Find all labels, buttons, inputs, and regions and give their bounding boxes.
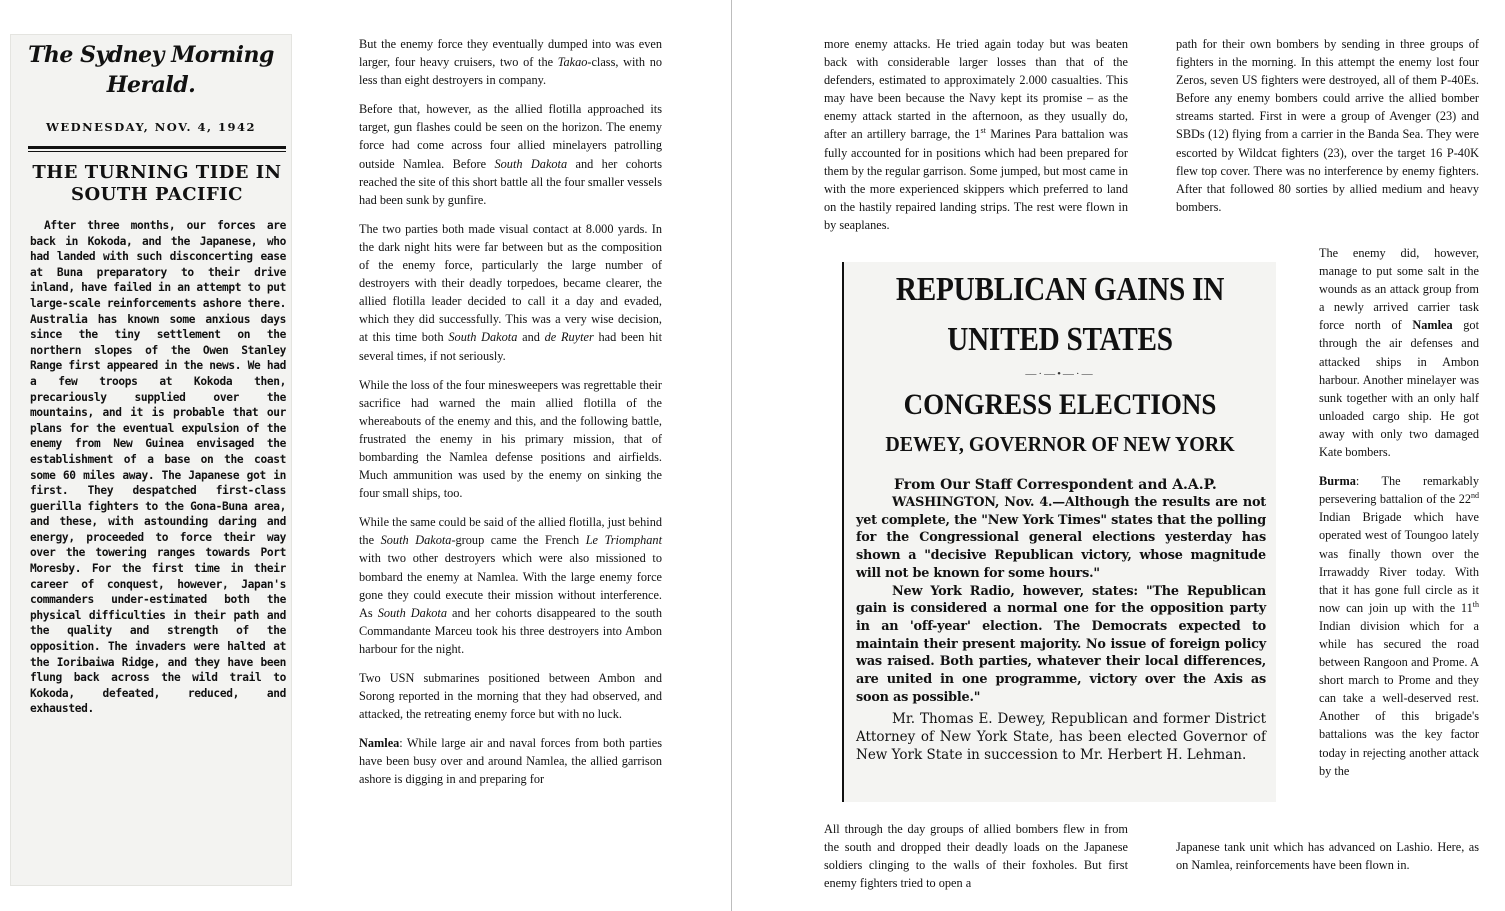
clipping-paragraph: WASHINGTON, Nov. 4.—Although the results are not yet complete, the "New York Times" states that the polling for the Congressional general elections yesterday has shown a "decisive Republican victory, whose magnitude will not be known for some hours." [856,495,1266,581]
paragraph: But the enemy force they eventually dumped into was even larger, four heavy cruisers, two of the Takao-class, with no less than eight destroyers in company. [359,37,662,88]
headline-separator: —·—•—·— [1025,368,1095,380]
paragraph: The two parties both made visual contact at 8.000 yards. In the dark night hits were far between but as the composition of the enemy force, particularly the large number of destroyers with their deadly torpedoes, became clearer, the allied flotilla leader decided to call it a day and evaded, which they did successfully. This was a very wise decision, at this time both South Dakota and de Ruyter had been hit several times, if not seriously. [359,221,662,363]
dateline: WEDNESDAY, NOV. 4, 1942 [45,120,257,134]
clipping-byline: From Our Staff Correspondent and A.A.P. [894,477,1217,493]
paragraph: While the same could be said of the allied flotilla, just behind the South Dakota-group came the French Le Triomphant with two other destroyers which were also missioned to bombard the enemy at Namlea. With the large enemy force gone they could execute their mission without interference. As South Dakota and her cohorts disappeared to the south Commandante Marceu took his three destroyers into Ambon harbour for the night. [359,515,662,656]
paragraph: Namlea: While large air and naval forces from both parties have been busy over and around Namlea, the allied garrison ashore is digging in and preparing for [359,736,662,787]
paragraph: Japanese tank unit which has advanced on Lashio. Here, as on Namlea, reinforcements have been flown in. [1176,840,1479,873]
clipping-headline-4: DEWEY, GOVERNOR OF NEW YORK [885,432,1235,456]
paragraph: Two USN submarines positioned between Ambon and Sorong reported in the morning that they had observed, and attacked, the retreating enemy force but with no luck. [359,671,662,722]
clipping-headline-1: REPUBLICAN GAINS IN [895,271,1225,308]
body-column-2 [824,35,1128,234]
page-divider [731,0,732,911]
masthead: The Sydney Morning Herald. [28,42,274,98]
paragraph: While the loss of the four minesweepers was regrettable their sacrifice had warned the main allied flotilla of the whereabouts of the enemy and this, and the following battle, frustrated the enemy in his primary mission, that of bombarding the Namlea defense positions and airfields. Much ammunition was used by the enemy on sinking the four small ships, too. [359,377,662,501]
clipping-paragraph: Mr. Thomas E. Dewey, Republican and former District Attorney of New York State, has been elected Governor of New York State in succession to Mr. Herbert H. Lehman. [856,711,1266,764]
newspaper-clipping-smh [10,34,292,886]
clipping-headline-3: CONGRESS ELECTIONS [903,388,1217,421]
clipping-headline: THE TURNING TIDE IN SOUTH PACIFIC [32,162,282,205]
body-column-3-narrow [1319,244,1479,780]
clipping-paragraph: New York Radio, however, states: "The Republican gain is considered a normal one for the opposition party in an 'off-year' election. The Democrats expected to maintain their present majority. No issue of foreign policy was raised. Both parties, whatever their local differences, are united in one programme, victory over the Axis as soon as possible." [856,583,1266,705]
paragraph: The enemy did, however, manage to put some salt in the wounds as an attack group from a newly arrived carrier task force north of Namlea got through the air defenses and attacked ships in Ambon harbour. Another minelayer was sunk together with an only half unloaded cargo ship. He got away with only two damaged Kate bombers. [1319,246,1479,460]
body-column-1 [359,35,662,789]
newspaper-clipping-republican [842,262,1276,802]
body-column-3 [1176,35,1479,216]
masthead-rule [28,146,286,152]
paragraph: Before that, however, as the allied flotilla approached its target, gun flashes could be seen on the horizon. The enemy force had come across four allied minelayers patrolling outside Namlea. Before South Dakota and her cohorts reached the site of this short battle all the four smaller vessels had been sunk by gunfire. [359,102,662,207]
clipping-article: After three months, our forces are back in Kokoda, and the Japanese, who had landed with such disconcerting ease at Buna preparatory to their drive inland, have failed in an attempt to put large-scale reinforcements ashore there. Australia has known some anxious days since the tiny settlement on the northern slopes of the Owen Stanley Range first appeared in the news. We had a few troops at Kokoda then, precariously supplied over the mountains, and it is probable that our plans for the eventual expulsion of the enemy from New Guinea envisaged the establishment of a base on the coast some 60 miles away. The Japanese got in first. They despatched first-class guerilla fighters to the Gona-Buna area, and these, with astounding daring and energy, proceeded to force their way over the towering ranges towards Port Moresby. For the first time in their career of conquest, however, Japan's commanders under-estimated both the physical difficulties in their path and the quality and strength of the opposition. The invaders were halted at the Ioribaiwa Ridge, and they have been flung back across the wild trail to Kokoda, defeated, reduced, and exhausted. [30,219,286,716]
paragraph: path for their own bombers by sending in three groups of fighters in the morning. In this attempt the enemy lost four Zeros, seven US fighters were destroyed, all of them P-40Es. Before any enemy bombers could arrive the allied bomber streams started. First in were a group of Avenger (23) and SBDs (12) flying from a carrier in the Banda Sea. They were escorted by Wildcat fighters (23), over the target 16 P-40K flew top cover. There was no interference by enemy fighters. After that followed 80 sorties by allied medium and heavy bombers. [1176,37,1479,214]
body-column-3-bottom [1176,838,1479,874]
paragraph: more enemy attacks. He tried again today but was beaten back with considerable larger losses than that of the defenders, estimated to approximately 2.000 casualties. This may have been because the Navy kept its promise – as the enemy attack started in the afternoon, as they usually do, after an artillery barrage, the 1st Marines Para battalion was fully accounted for in positions which had been prepared for them by the regular garrison. Some jumped, but most came in with the more experienced skippers which preferred to land on the hastily repaired landing strips. The rest were flown in by seaplanes. [824,37,1129,232]
paragraph: Burma: The remarkably persevering battalion of the 22nd Indian Brigade which have operated west of Toungoo lately was finally thown over the Irrawaddy River today. With that it has gone full circle as it now can join up with the 11th Indian division which for a while has secured the road between Rangoon and Prome. A short march to Prome and they can take a well-deserved rest. Another of this brigade's battalions was the key factor today in rejecting another attack by the [1319,474,1479,778]
clipping-headline-2: UNITED STATES [947,321,1173,358]
paragraph: All through the day groups of allied bombers flew in from the south and dropped their deadly loads on the Japanese soldiers clinging to the walls of their foxholes. But first enemy fighters tried to open a [824,822,1128,891]
body-column-2-bottom [824,820,1128,892]
